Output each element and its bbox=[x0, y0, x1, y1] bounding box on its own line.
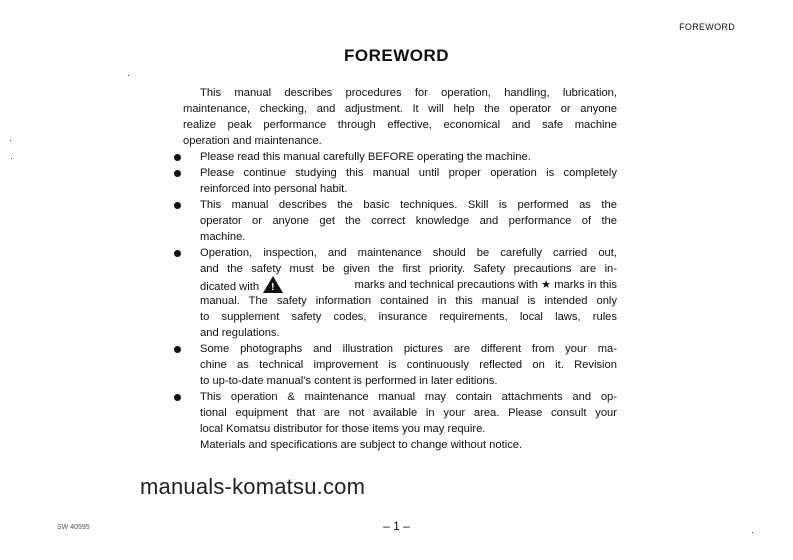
bullet-icon bbox=[174, 250, 181, 257]
bullet-line: reinforced into personal habit. bbox=[200, 183, 348, 195]
bullet-text: dicated with bbox=[200, 280, 260, 293]
bullet-line: operator or anyone get the correct knowledge and performance of the bbox=[200, 215, 617, 227]
document-code: SW 40595 bbox=[57, 524, 90, 531]
watermark: manuals-komatsu.com bbox=[140, 474, 366, 499]
warning-triangle-icon bbox=[263, 276, 283, 293]
intro-line: This manual describes procedures for operation, handling, lubrication, bbox=[200, 87, 617, 99]
scan-speck bbox=[752, 532, 753, 533]
bullet-line: tional equipment that are not available in your area. Please consult your bbox=[200, 407, 617, 419]
intro-line: maintenance, checking, and adjustment. It will help the operator or anyone bbox=[183, 103, 617, 115]
bullet-line: machine. bbox=[200, 231, 246, 243]
closing-note: Materials and specifications are subject to change without notice. bbox=[200, 439, 523, 451]
bullet-item bbox=[183, 341, 617, 389]
bullet-icon bbox=[174, 154, 181, 161]
bullet-line: to up-to-date manual's content is performed in later editions. bbox=[200, 375, 498, 387]
bullet-item bbox=[183, 165, 617, 197]
foreword-body bbox=[183, 85, 617, 453]
scan-speck bbox=[10, 140, 11, 141]
page-number: – 1 – bbox=[383, 519, 410, 533]
bullet-line: Please read this manual carefully BEFORE operating the machine. bbox=[200, 151, 531, 163]
bullet-line: Please continue studying this manual until proper operation is completely bbox=[200, 167, 617, 179]
bullet-line: manual. The safety information contained in this manual is intended only bbox=[200, 295, 617, 307]
bullet-line: Operation, inspection, and maintenance should be carefully carried out, bbox=[200, 247, 617, 259]
bullet-line: and regulations. bbox=[200, 327, 280, 339]
bullet-line: This operation & maintenance manual may contain attachments and op- bbox=[200, 391, 617, 403]
bullet-line: to supplement safety codes, insurance requirements, local laws, rules bbox=[200, 311, 617, 323]
running-header: FOREWORD bbox=[679, 22, 735, 32]
scan-speck bbox=[128, 75, 129, 76]
bullet-line: This manual describes the basic techniques. Skill is performed as the bbox=[200, 199, 617, 211]
bullet-line: chine as technical improvement is continuously reflected on it. Revision bbox=[200, 359, 617, 371]
intro-line: realize peak performance through effective, economical and safe machine bbox=[183, 119, 617, 131]
bullet-text: marks and technical precautions with ★ marks in this bbox=[354, 279, 617, 291]
bullet-icon bbox=[174, 346, 181, 353]
bullet-icon bbox=[174, 170, 181, 177]
bullet-icon bbox=[174, 202, 181, 209]
bullet-item bbox=[183, 245, 617, 341]
bullet-item bbox=[183, 197, 617, 245]
page-title: FOREWORD bbox=[343, 46, 450, 65]
bullet-line: Some photographs and illustration pictures are different from your ma- bbox=[200, 343, 617, 355]
scan-speck bbox=[11, 158, 12, 159]
bullet-icon bbox=[174, 394, 181, 401]
bullet-line: local Komatsu distributor for those items you may require. bbox=[200, 423, 486, 435]
bullet-item bbox=[183, 389, 617, 437]
bullet-item bbox=[183, 149, 617, 165]
intro-line: operation and maintenance. bbox=[183, 135, 322, 147]
bullet-line bbox=[200, 277, 617, 293]
bullet-line: and the safety must be given the first priority. Safety precautions are in- bbox=[200, 263, 617, 275]
